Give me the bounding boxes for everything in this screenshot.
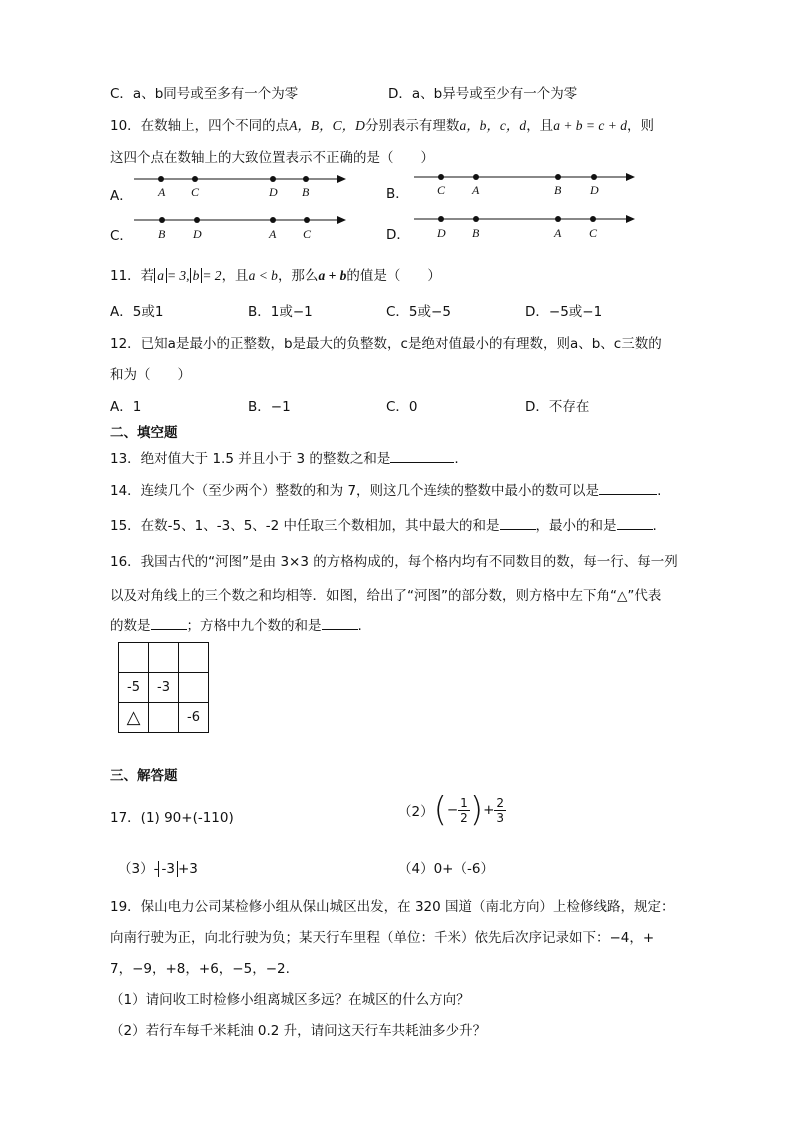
q17-part3-minus: - bbox=[153, 861, 159, 877]
point-d3 bbox=[555, 216, 561, 222]
frac-numerator: 1 bbox=[460, 795, 468, 810]
q11-abs-b: b bbox=[190, 268, 203, 283]
q11-and: ，且 bbox=[221, 268, 249, 284]
q16-line3 bbox=[110, 614, 362, 634]
point-d2 bbox=[473, 216, 479, 222]
label-c2: D bbox=[193, 227, 202, 241]
q11-end: 的值是（ ） bbox=[346, 268, 441, 284]
q14 bbox=[110, 479, 661, 499]
point-b4 bbox=[591, 174, 597, 180]
q19-line2: 向南行驶为正，向北行驶为负；某天行车里程（单位：千米）依先后次序记录如下：−4，+ bbox=[110, 930, 655, 946]
grid-cell: -6 bbox=[179, 703, 209, 733]
q10-end: ，则 bbox=[627, 118, 655, 134]
q16-line2: 以及对角线上的三个数之和均相等．如图，给出了“河图”的部分数，则方格中左下角“△”代表 bbox=[110, 588, 662, 604]
q19-line3: 7，−9，+8，+6，−5，−2. bbox=[110, 961, 290, 977]
q15-text2: ，最小的和是 bbox=[535, 518, 617, 534]
q19-line1: 19．保山电力公司某检修小组从保山城区出发，在 320 国道（南北方向）上检修线路，规定： bbox=[110, 899, 675, 915]
q11-abs-b-value: = 2 bbox=[202, 268, 222, 283]
number-line-b bbox=[410, 168, 640, 198]
q16-triangle-blank[interactable] bbox=[151, 617, 187, 630]
q13 bbox=[110, 447, 459, 467]
number-line-a bbox=[130, 170, 350, 200]
label-a2: C bbox=[191, 185, 200, 199]
point-b3 bbox=[555, 174, 561, 180]
point-d1 bbox=[438, 216, 444, 222]
q10-equation: a + b = c + d bbox=[553, 118, 628, 133]
q17-part3 bbox=[118, 857, 198, 877]
q11-option-b: B．1或−1 bbox=[248, 304, 313, 320]
label-d2: B bbox=[472, 226, 480, 240]
q19-sub2: （2）若行车每千米耗油 0.2 升，请问这天行车共耗油多少升？ bbox=[110, 1023, 487, 1039]
label-c4: C bbox=[303, 227, 312, 241]
q10-points: A，B，C，D bbox=[289, 118, 365, 133]
hetu-grid bbox=[118, 642, 209, 733]
q11-option-d: D．−5或−1 bbox=[525, 304, 603, 320]
q12-option-a: A．1 bbox=[110, 399, 142, 415]
point-c1 bbox=[159, 217, 165, 223]
grid-cell-triangle: △ bbox=[119, 703, 149, 733]
q13-end: . bbox=[454, 451, 459, 467]
label-b1: C bbox=[437, 183, 446, 197]
fraction-two-thirds bbox=[494, 796, 506, 825]
section-fill-in-heading: 二、填空题 bbox=[110, 425, 178, 441]
q17-part2-label: （2） bbox=[398, 804, 434, 820]
q10-option-a-label: A． bbox=[110, 188, 133, 204]
grid-row bbox=[119, 703, 209, 733]
q17-part4: （4）0+（-6） bbox=[398, 861, 494, 877]
point-d4 bbox=[590, 216, 596, 222]
q15-text: 15．在数-5、1、-3、5、-2 中任取三个数相加，其中最大的和是 bbox=[110, 518, 500, 534]
right-paren: ) bbox=[469, 790, 484, 830]
grid-cell: -5 bbox=[119, 673, 149, 703]
q11-question bbox=[110, 264, 441, 284]
q16-end: . bbox=[357, 618, 362, 634]
q10-text2: 分别表示有理数 bbox=[364, 118, 460, 134]
point-c3 bbox=[270, 217, 276, 223]
point-c4 bbox=[304, 217, 310, 223]
q15 bbox=[110, 514, 657, 534]
q16-text: 的数是 bbox=[110, 618, 151, 634]
grid-cell bbox=[179, 673, 209, 703]
frac-denominator: 2 bbox=[460, 810, 468, 825]
q11-abs-a: a bbox=[154, 268, 167, 283]
label-c1: B bbox=[158, 227, 166, 241]
grid-cell bbox=[179, 643, 209, 673]
point-b1 bbox=[438, 174, 444, 180]
q16-line1: 16．我国古代的“河图”是由 3×3 的方格构成的，每个格内均有不同数目的数，每一行、每一列 bbox=[110, 554, 678, 570]
q11-then: ，那么 bbox=[277, 268, 319, 284]
grid-row bbox=[119, 673, 209, 703]
left-paren: ( bbox=[433, 790, 447, 830]
grid-cell bbox=[119, 643, 149, 673]
point-a2 bbox=[192, 176, 198, 182]
q12-option-b: B．−1 bbox=[248, 399, 291, 415]
q14-end: . bbox=[657, 483, 662, 499]
label-a1: A bbox=[158, 185, 166, 199]
grid-cell bbox=[149, 643, 179, 673]
q9-option-d: D．a、b异号或至少有一个为零 bbox=[388, 86, 578, 102]
q17-part2-sign: − bbox=[446, 802, 459, 818]
q12-option-c: C．0 bbox=[386, 399, 418, 415]
q14-answer-blank[interactable] bbox=[599, 482, 657, 495]
frac-numerator: 2 bbox=[496, 795, 505, 810]
point-a3 bbox=[270, 176, 276, 182]
label-b4: D bbox=[590, 183, 599, 197]
label-a4: B bbox=[302, 185, 310, 199]
q10-text: 10．在数轴上，四个不同的点 bbox=[110, 118, 290, 134]
q10-option-b-label: B． bbox=[386, 186, 409, 202]
q12-option-d: D．不存在 bbox=[525, 399, 590, 415]
q16-sum-blank[interactable] bbox=[322, 617, 358, 630]
q10-and: ，且 bbox=[526, 118, 554, 134]
q11-prefix: 11．若 bbox=[110, 268, 155, 284]
q15-end: . bbox=[652, 518, 657, 534]
q11-option-a: A．5或1 bbox=[110, 304, 164, 320]
q10-option-c-label: C． bbox=[110, 228, 133, 244]
label-d4: C bbox=[589, 226, 598, 240]
q12-line1: 12．已知a是最小的正整数，b是最大的负整数，c是绝对值最小的有理数，则a、b、c三数的 bbox=[110, 336, 662, 352]
q16-text2: ；方格中九个数的和是 bbox=[186, 618, 322, 634]
q10-line1 bbox=[110, 114, 654, 134]
q15-min-blank[interactable] bbox=[617, 517, 653, 530]
q17-part1: 17．(1) 90+(-110) bbox=[110, 810, 234, 826]
grid-cell: -3 bbox=[149, 673, 179, 703]
section-answer-heading: 三、解答题 bbox=[110, 768, 178, 784]
q9-option-c: C．a、b同号或至多有一个为零 bbox=[110, 86, 299, 102]
q10-vars: a，b，c，d bbox=[459, 118, 527, 133]
q13-text: 13．绝对值大于 1.5 并且小于 3 的整数之和是 bbox=[110, 451, 391, 467]
q11-expression: a + b bbox=[318, 268, 347, 283]
frac-denominator: 3 bbox=[496, 810, 505, 825]
q12-line2: 和为（ ） bbox=[110, 367, 191, 383]
q17-part2 bbox=[398, 790, 506, 830]
q17-part3-label: （3） bbox=[118, 861, 154, 877]
fraction-one-half bbox=[458, 796, 470, 825]
q11-inequality: a < b bbox=[248, 268, 278, 283]
q17-part3-rest: +3 bbox=[177, 861, 198, 877]
q11-abs-a-value: = 3, bbox=[166, 268, 190, 283]
q14-text: 14．连续几个（至少两个）整数的和为 7，则这几个连续的整数中最小的数可以是 bbox=[110, 483, 600, 499]
q11-option-c: C．5或−5 bbox=[386, 304, 451, 320]
label-b3: B bbox=[554, 183, 562, 197]
q15-max-blank[interactable] bbox=[500, 517, 536, 530]
label-b2: A bbox=[472, 183, 480, 197]
point-a4 bbox=[303, 176, 309, 182]
number-line-c bbox=[130, 211, 350, 241]
point-b2 bbox=[473, 174, 479, 180]
label-d1: D bbox=[437, 226, 446, 240]
grid-row bbox=[119, 643, 209, 673]
number-line-d bbox=[410, 210, 640, 240]
q10-line2: 这四个点在数轴上的大致位置表示不正确的是（ ） bbox=[110, 150, 434, 166]
label-c3: A bbox=[269, 227, 277, 241]
grid-cell bbox=[149, 703, 179, 733]
q10-option-d-label: D． bbox=[386, 227, 410, 243]
point-a1 bbox=[158, 176, 164, 182]
q17-part2-plus: + bbox=[483, 802, 495, 818]
label-d3: A bbox=[554, 226, 562, 240]
q13-answer-blank[interactable] bbox=[390, 450, 454, 463]
q17-part3-abs: -3 bbox=[158, 861, 177, 877]
q19-sub1: （1）请问收工时检修小组离城区多远？在城区的什么方向？ bbox=[110, 992, 470, 1008]
point-c2 bbox=[194, 217, 200, 223]
label-a3: D bbox=[269, 185, 278, 199]
